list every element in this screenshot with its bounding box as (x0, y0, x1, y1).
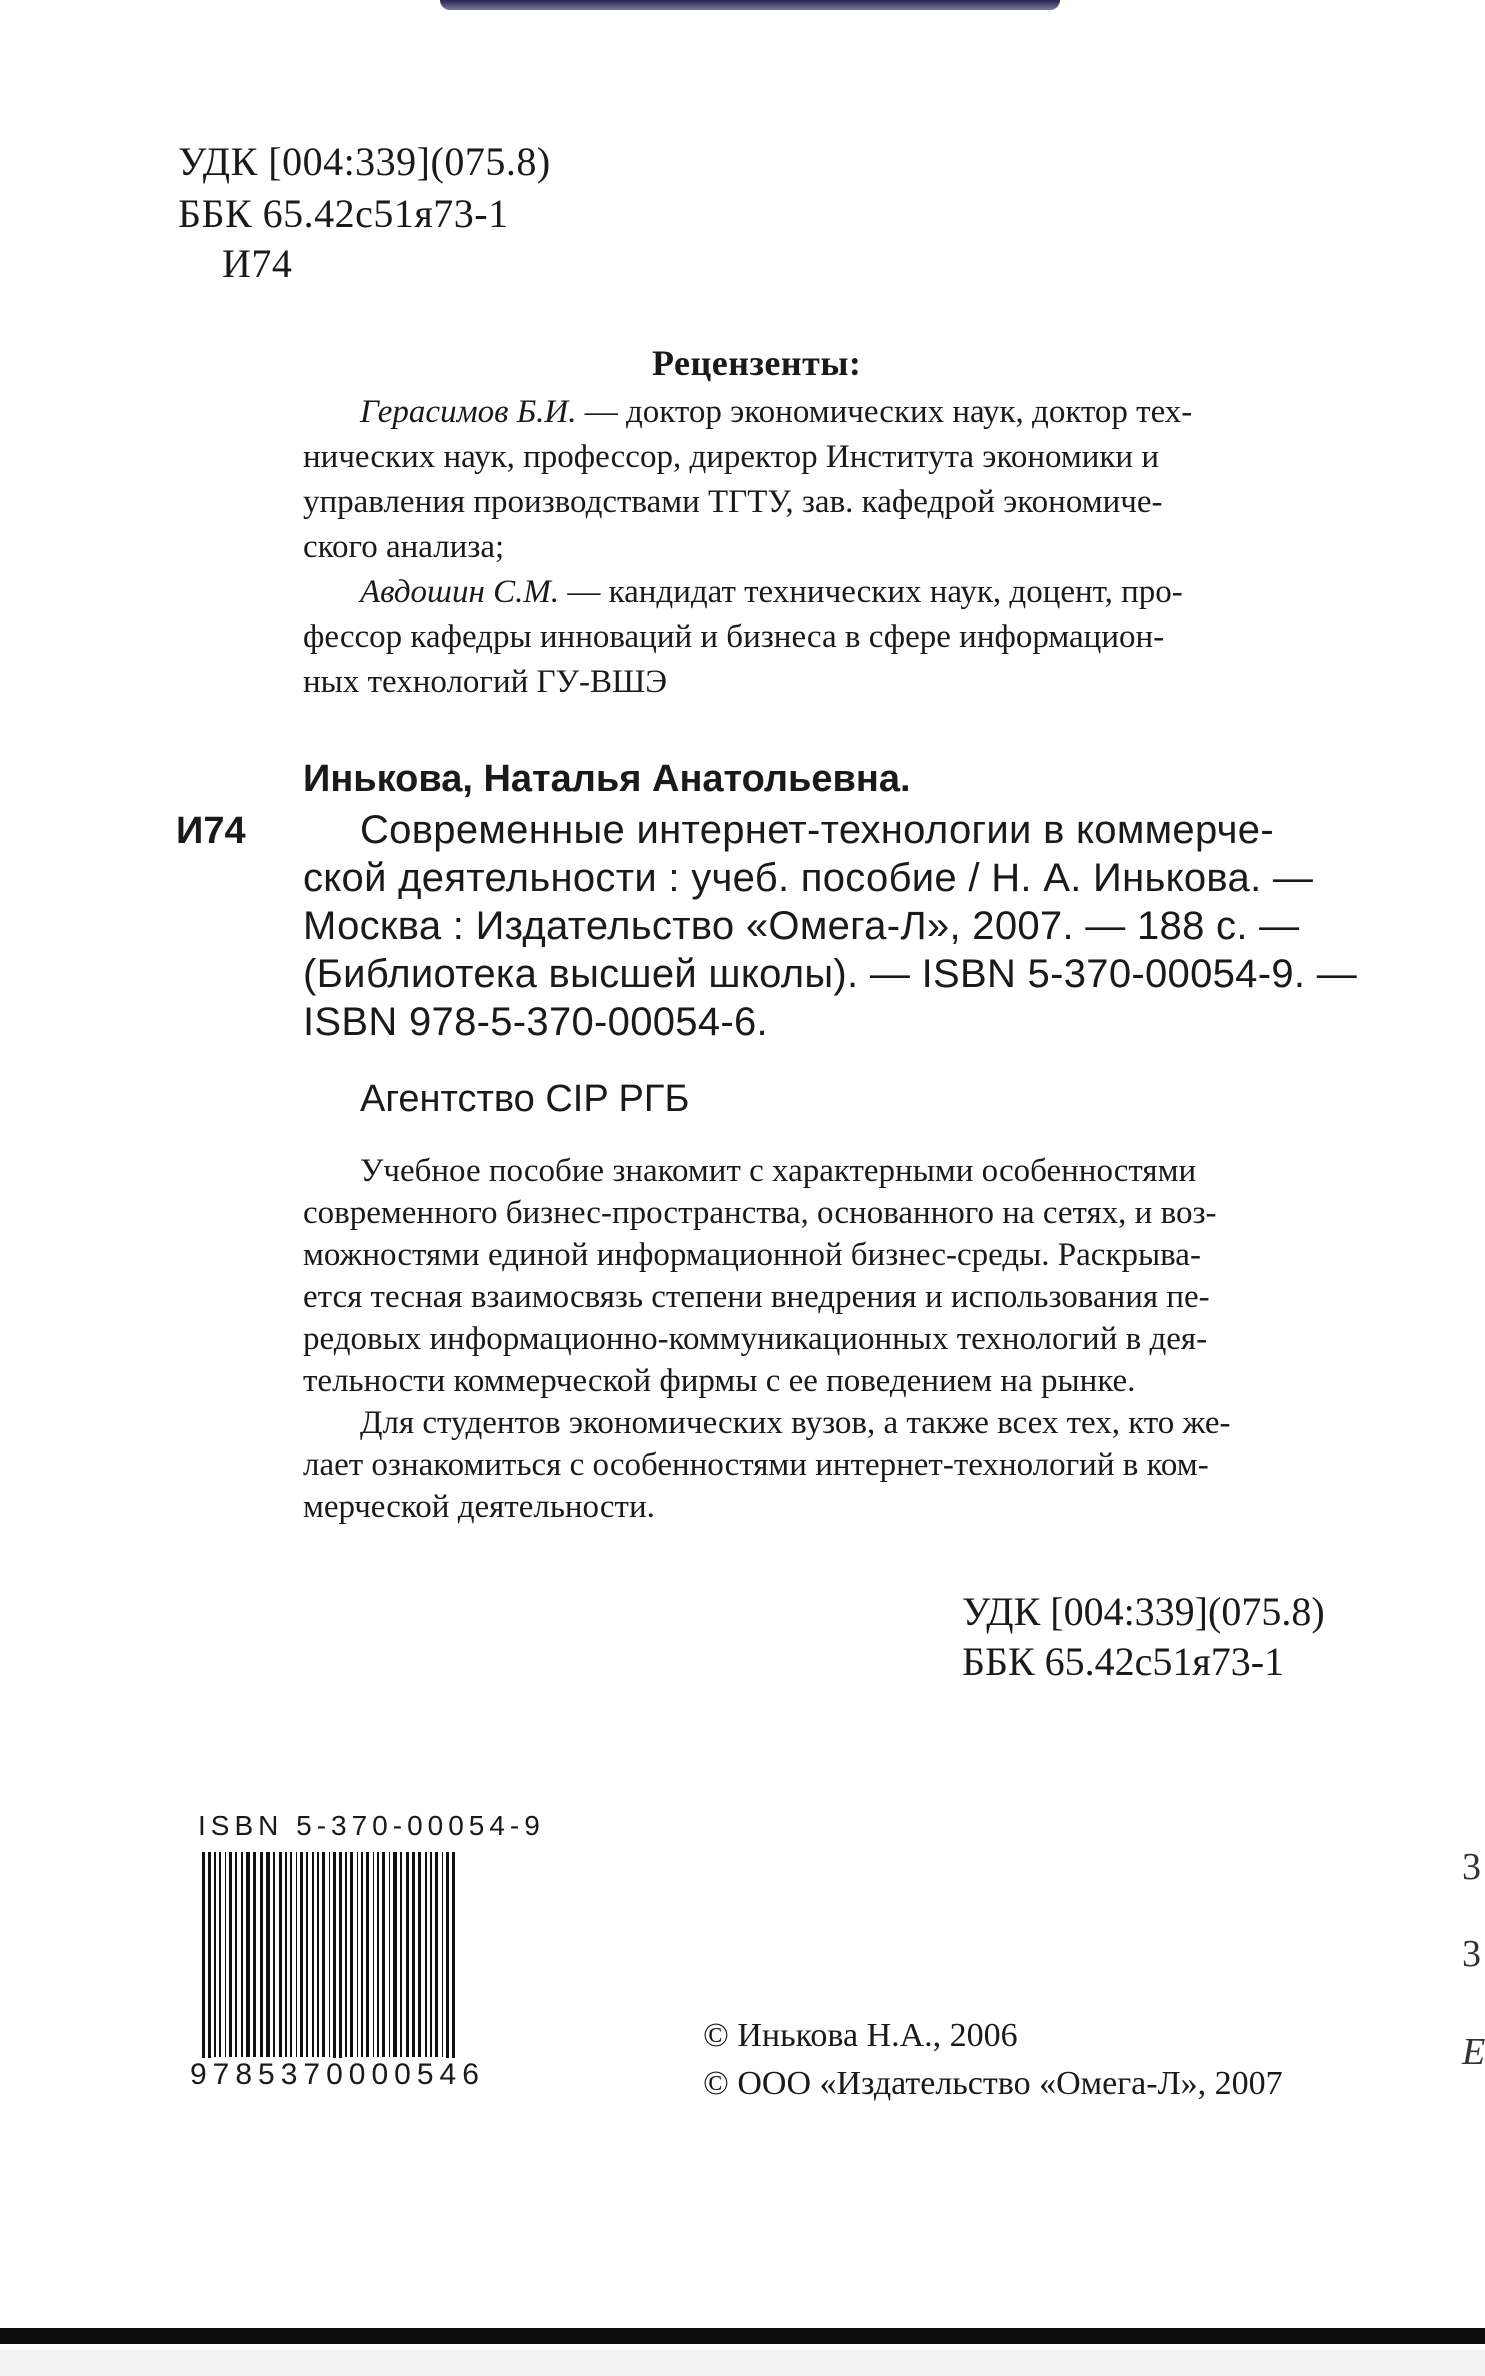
barcode-guard-bar (452, 1852, 455, 2092)
bib-line1: Современные интернет-технологии в коммерче- (360, 808, 1274, 852)
barcode-bar (406, 1852, 409, 2057)
annotation-p1-line3: можностями единой информационной бизнес-среды. Раскрыва- (303, 1237, 1201, 1273)
barcode-bar (435, 1852, 438, 2057)
barcode-digits: 9785370000546 (190, 2058, 485, 2091)
barcode-bar (430, 1852, 432, 2057)
annotation-p1-line1: Учебное пособие знакомит с характерными особенностями (360, 1153, 1197, 1189)
annotation-p1-line2: современного бизнес-пространства, основанного на сетях, и воз- (303, 1195, 1217, 1231)
barcode-bar (418, 1852, 421, 2057)
barcode-bar (357, 1852, 358, 2057)
barcode-isbn-label: ISBN 5-370-00054-9 (198, 1810, 545, 1841)
barcode-bar (425, 1852, 427, 2057)
bottom-scan-band (0, 2328, 1485, 2344)
edge-glyph-1: 3 (1462, 1846, 1481, 1888)
barcode-bar (382, 1852, 385, 2057)
barcode-bar (273, 1852, 275, 2057)
bib-line2: ской деятельности : учеб. пособие / Н. А. Инькова. — (303, 856, 1314, 900)
reviewer-2-name: Авдошин С.М. (360, 574, 560, 610)
barcode-bar (279, 1852, 282, 2057)
barcode-bar (290, 1852, 292, 2057)
barcode-guard-bar (333, 1852, 336, 2092)
annotation-p1-line4: ется тесная взаимосвязь степени внедрения и использования пе- (303, 1279, 1210, 1315)
barcode-bar (329, 1852, 330, 2057)
barcode-bar (377, 1852, 379, 2057)
bbk-bottom: ББК 65.42с51я73-1 (962, 1639, 1285, 1684)
udk-top: УДК [004:339](075.8) (178, 139, 551, 184)
barcode-bar (412, 1852, 415, 2057)
reviewer-1-line4: ского анализа; (303, 529, 505, 565)
barcode-bar (225, 1852, 226, 2057)
reviewer-2-line3: ных технологий ГУ-ВШЭ (303, 664, 668, 700)
barcode-bar (253, 1852, 256, 2057)
bib-line5: ISBN 978-5-370-00054-6. (303, 1000, 768, 1044)
copyright-author: © Инькова Н.А., 2006 (703, 2017, 1018, 2054)
reviewer-2-line2: фессор кафедры инноваций и бизнеса в сфере информацион- (303, 619, 1165, 655)
barcode-bar (317, 1852, 319, 2057)
barcode-bar (400, 1852, 402, 2057)
reviewer-1 (303, 390, 1353, 705)
bib-author: Инькова, Наталья Анатольевна. (303, 758, 911, 800)
bib-line3: Москва : Издательство «Омега-Л», 2007. — 188 с. — (303, 904, 1300, 948)
barcode-bars (200, 1852, 540, 2092)
bottom-scan-strip (0, 2350, 1485, 2376)
barcode-bar (214, 1852, 216, 2057)
reviewer-1-line2: нических наук, профессор, директор Института экономики и (303, 439, 1160, 475)
barcode-bar (361, 1852, 363, 2057)
annotation-p2-line3: мерческой деятельности. (303, 1489, 655, 1525)
barcode-bar (241, 1852, 243, 2057)
cip-agency: Агентство CIP РГБ (360, 1078, 690, 1120)
barcode-guard-bar (202, 1852, 205, 2092)
copyright-publisher: © ООО «Издательство «Омега-Л», 2007 (703, 2065, 1283, 2102)
barcode-bar (219, 1852, 221, 2057)
annotation (303, 1150, 1353, 1528)
reviewers-heading: Рецензенты: (652, 343, 862, 383)
barcode-bar (389, 1852, 390, 2057)
barcode-bar (366, 1852, 369, 2057)
edge-glyph-2: 3 (1462, 1933, 1481, 1975)
bib-line4: (Библиотека высшей школы). — ISBN 5-370-00054-9. — (303, 952, 1358, 996)
barcode-guard-bar (446, 1852, 449, 2092)
barcode-guard-bar (339, 1852, 342, 2092)
udk-bottom: УДК [004:339](075.8) (962, 1589, 1325, 1634)
bib-description (303, 806, 1358, 1046)
barcode-bar (373, 1852, 374, 2057)
adjacent-page-edge (1462, 1700, 1485, 2120)
author-code-top: И74 (222, 241, 293, 286)
reviewer-1-line3: управления производствами ТГТУ, зав. кафедрой экономиче- (303, 484, 1163, 520)
bbk-top: ББК 65.42с51я73-1 (178, 191, 509, 236)
barcode-bar (350, 1852, 353, 2057)
barcode-bar (235, 1852, 237, 2057)
reviewer-1-name: Герасимов Б.И. (360, 394, 577, 430)
barcode-bar (266, 1852, 270, 2057)
barcode-bar (345, 1852, 347, 2057)
barcode-bar (300, 1852, 303, 2057)
annotation-p1-line6: тельности коммерческой фирмы с ее поведением на рынке. (303, 1363, 1136, 1399)
barcode-guard-bar (208, 1852, 211, 2092)
barcode-bar (285, 1852, 287, 2057)
barcode-bar (312, 1852, 314, 2057)
annotation-p1-line5: редовых информационно-коммуникационных технологий в дея- (303, 1321, 1208, 1357)
reviewer-2-line1: — кандидат технических наук, доцент, про- (559, 574, 1183, 610)
annotation-p2-line1: Для студентов экономических вузов, а также всех тех, кто же- (360, 1405, 1231, 1441)
top-scan-band (440, 0, 1060, 10)
barcode-bar (442, 1852, 443, 2057)
barcode-bar (306, 1852, 308, 2057)
annotation-p2-line2: лает ознакомиться с особенностями интернет-технологий в ком- (303, 1447, 1209, 1483)
bib-code: И74 (176, 810, 246, 852)
barcode-bar (322, 1852, 325, 2057)
barcode-bar (296, 1852, 297, 2057)
barcode-bar (229, 1852, 232, 2057)
barcode-bar (393, 1852, 397, 2057)
barcode-bar (246, 1852, 250, 2057)
edge-glyph-3: E (1462, 2031, 1485, 2073)
reviewer-1-line1: — доктор экономических наук, доктор тех- (576, 394, 1193, 430)
barcode-bar (260, 1852, 263, 2057)
isbn-barcode (190, 1810, 550, 2130)
copyright (703, 2012, 1283, 2108)
